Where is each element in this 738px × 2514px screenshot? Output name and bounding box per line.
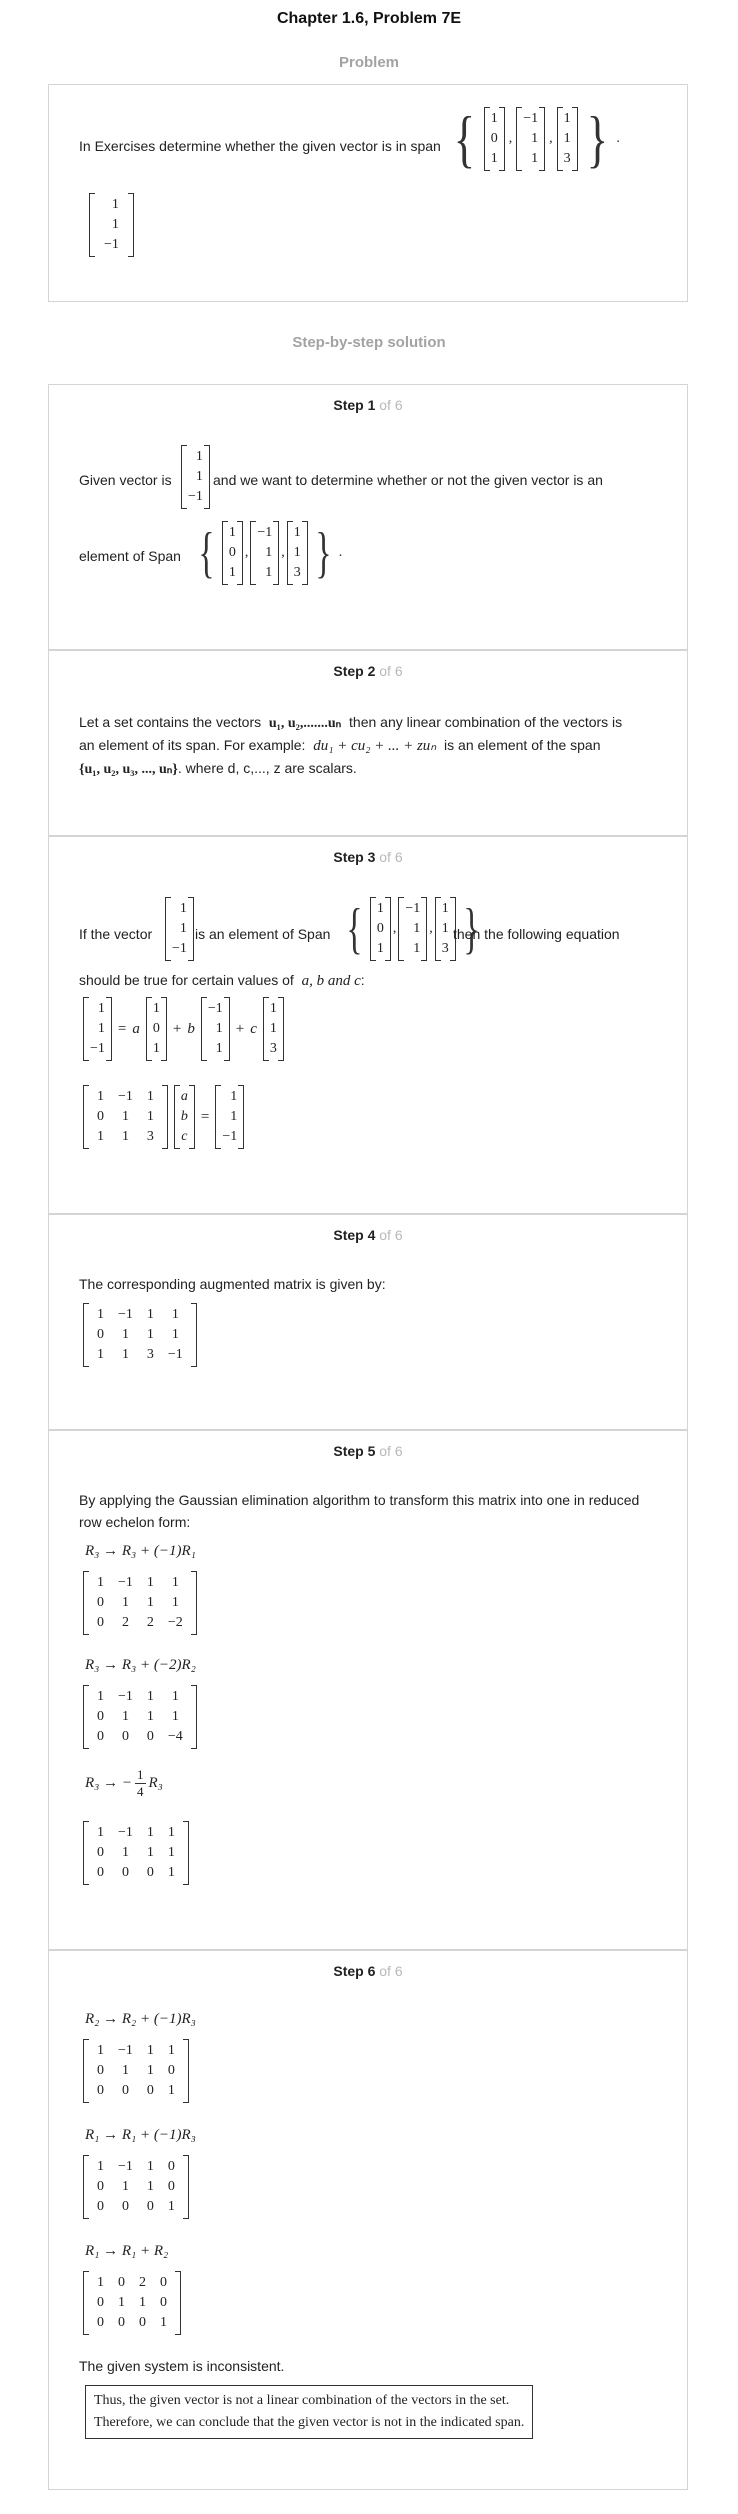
step-3-line-2: should be true for certain values of a, b and c: bbox=[79, 972, 365, 989]
step-1-header: Step 1 of 6 bbox=[333, 397, 403, 413]
given-vector: 1 1 −1 bbox=[89, 193, 134, 257]
span-vector-2: −1 1 1 bbox=[516, 107, 545, 171]
step-1-text-c: element of Span bbox=[79, 548, 181, 564]
step-2-header: Step 2 of 6 bbox=[333, 663, 403, 679]
step-3-header: Step 3 of 6 bbox=[333, 849, 403, 865]
span-vector-3: 1 1 3 bbox=[557, 107, 578, 171]
step-5-matrix-2: 1 −1 1 1 0 1 1 1 0 0 0 −4 bbox=[83, 1685, 197, 1749]
step-6-matrix-1: 1 −1 1 1 0 1 1 0 0 0 0 1 bbox=[83, 2039, 189, 2103]
step-1-span-set: { 1 0 1 , −1 1 1 , 1 1 3 } . bbox=[198, 522, 343, 584]
step-5-op-3: R₃ → − $\frac{1}{4}$ R₃ bbox=[85, 1767, 163, 1799]
step-3-text-c: then the following equation bbox=[453, 926, 620, 942]
step-3-span-set: { 1 0 1 , −1 1 1 , 1 1 3 } bbox=[346, 898, 480, 960]
step-2-line-1: Let a set contains the vectors u₁, u₂,.......uₙ then any linear combination of the vectors is bbox=[79, 714, 623, 731]
step-3-vector: 1 1 −1 bbox=[165, 897, 194, 961]
conclusion-line-1: Thus, the given vector is not a linear combination of the vectors in the set. bbox=[94, 2393, 510, 2408]
problem-span-set: { 1 0 1 , −1 1 1 , 1 1 3 } . bbox=[453, 103, 620, 174]
step-4-card bbox=[48, 1214, 688, 1430]
right-brace: } bbox=[586, 103, 608, 174]
step-5-line-1: By applying the Gaussian elimination algorithm to transform this matrix into one in reduced bbox=[79, 1492, 640, 1508]
span-vector-1: 1 0 1 bbox=[484, 107, 505, 171]
step-3-text-a: If the vector bbox=[79, 926, 153, 942]
step-4-header: Step 4 of 6 bbox=[333, 1227, 403, 1243]
step-3-card bbox=[48, 836, 688, 1214]
step-6-matrix-2: 1 −1 1 0 0 1 1 0 0 0 0 1 bbox=[83, 2155, 189, 2219]
step-6-header: Step 6 of 6 bbox=[333, 1963, 403, 1979]
solution-heading: Step-by-step solution bbox=[292, 334, 446, 351]
step-1-vector: 1 1 −1 bbox=[181, 445, 210, 509]
step-5-op-1: R₃ → R₃ + (−1)R₁ bbox=[85, 1543, 196, 1559]
step-1-text-b: and we want to determine whether or not the given vector is an bbox=[213, 472, 603, 488]
step-6-op-2: R₁ → R₁ + (−1)R₃ bbox=[85, 2127, 196, 2143]
step-2-card bbox=[48, 650, 688, 836]
page-title: Chapter 1.6, Problem 7E bbox=[276, 10, 462, 27]
step-6-card bbox=[48, 1950, 688, 2490]
step-6-matrix-3: 1 0 2 0 0 1 1 0 0 0 0 1 bbox=[83, 2271, 181, 2335]
step-6-op-3: R₁ → R₁ + R₂ bbox=[85, 2243, 169, 2259]
step-6-op-1: R₂ → R₂ + (−1)R₃ bbox=[85, 2011, 196, 2027]
step-6-inconsistent: The given system is inconsistent. bbox=[79, 2358, 285, 2374]
step-5-card bbox=[48, 1430, 688, 1950]
conclusion-box bbox=[85, 2385, 533, 2439]
step-5-header: Step 5 of 6 bbox=[333, 1443, 403, 1459]
step-2-line-2: an element of its span. For example: du₁ + cu₂ + ... + zuₙ is an element of the span bbox=[79, 737, 601, 754]
problem-heading: Problem bbox=[338, 54, 399, 71]
step-5-matrix-3: 1 −1 1 1 0 1 1 1 0 0 0 1 bbox=[83, 1821, 189, 1885]
step-2-line-3: {u₁, u₂, u₃, ..., uₙ}. where d, c,..., z are scalars. bbox=[79, 760, 357, 777]
problem-text: In Exercises determine whether the given vector is in span bbox=[79, 138, 441, 154]
step-1-card bbox=[48, 384, 688, 650]
left-brace: { bbox=[453, 103, 476, 174]
step-3-matrix-equation: 1 −1 1 0 1 1 1 1 3 a b c = 1 1 −1 bbox=[83, 1085, 244, 1149]
problem-card bbox=[48, 84, 688, 302]
step-1-text-a: Given vector is bbox=[79, 472, 172, 488]
step-5-matrix-1: 1 −1 1 1 0 1 1 1 0 2 2 −2 bbox=[83, 1571, 197, 1635]
augmented-matrix: 1 −1 1 1 0 1 1 1 1 1 3 −1 bbox=[83, 1303, 197, 1367]
conclusion-line-2: Therefore, we can conclude that the given vector is not in the indicated span. bbox=[94, 2415, 525, 2430]
step-5-op-2: R₃ → R₃ + (−2)R₂ bbox=[85, 1657, 196, 1673]
problem-given-vector bbox=[89, 193, 134, 257]
step-3-vector-equation: 1 1 −1 = a 1 0 1 + b −1 1 1 + c 1 1 3 bbox=[83, 997, 284, 1061]
step-3-text-b: is an element of Span bbox=[195, 926, 331, 942]
step-4-text: The corresponding augmented matrix is given by: bbox=[79, 1276, 386, 1292]
step-5-line-2: row echelon form: bbox=[79, 1514, 191, 1530]
